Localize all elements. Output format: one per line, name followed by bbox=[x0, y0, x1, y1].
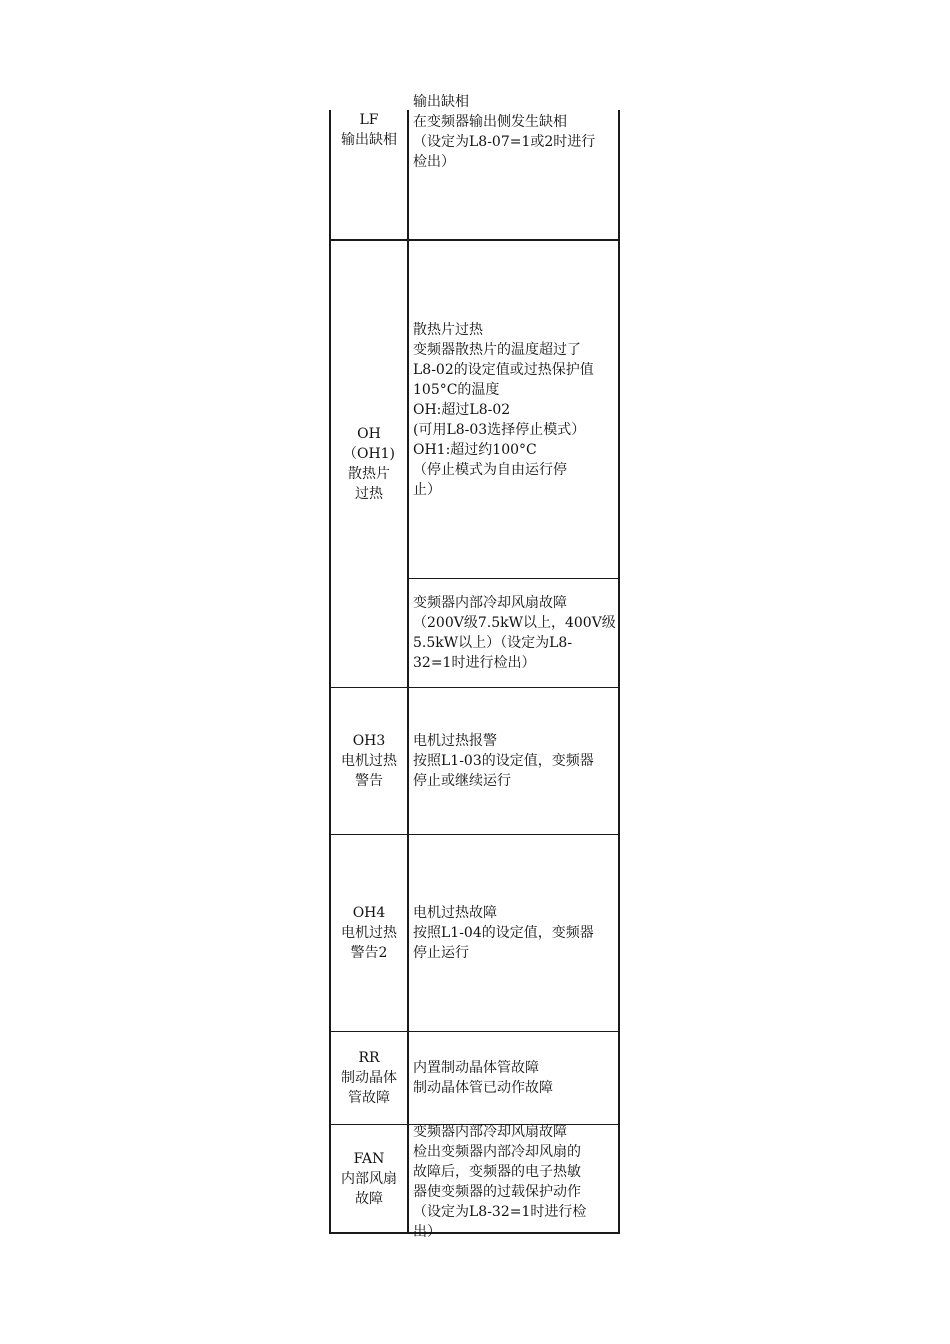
oh-code: OH bbox=[357, 426, 381, 442]
oh-desc-line-7: OH1:超过约100°C bbox=[413, 441, 537, 458]
rr-desc-line-2: 制动晶体管已动作故障 bbox=[413, 1080, 553, 1096]
oh-fan-desc-line-1: 变频器内部冷却风扇故障 bbox=[413, 595, 567, 611]
oh4-name-line-2: 警告2 bbox=[350, 945, 388, 961]
oh-desc-line-1: 散热片过热 bbox=[413, 321, 483, 338]
oh4-name-line-1: 电机过热 bbox=[341, 925, 397, 941]
fan-name-line-2: 故障 bbox=[355, 1190, 383, 1207]
oh3-name-line-2: 警告 bbox=[355, 773, 383, 789]
oh3-name-line-1: 电机过热 bbox=[341, 753, 397, 769]
fan-code-cell bbox=[330, 1125, 408, 1232]
lf-desc-line-3: （设定为L8-07=1或2时进行 bbox=[413, 134, 596, 150]
oh4-desc-line-1: 电机过热故障 bbox=[413, 905, 497, 921]
rr-name-line-1: 制动晶体 bbox=[341, 1070, 397, 1086]
lf-description-cell bbox=[413, 92, 615, 192]
fan-desc-line-5: （设定为L8-32=1时进行检 bbox=[413, 1204, 587, 1220]
lf-desc-line-4: 检出） bbox=[413, 154, 455, 170]
lf-code: LF bbox=[359, 112, 379, 128]
oh-name-line-1: 散热片 bbox=[348, 466, 390, 482]
rr-code: RR bbox=[358, 1050, 380, 1066]
lf-desc-line-1: 输出缺相 bbox=[413, 94, 469, 110]
fan-desc-line-1: 变频器内部冷却风扇故障 bbox=[413, 1124, 567, 1140]
oh-desc-line-8: （停止模式为自由运行停 bbox=[413, 461, 567, 478]
oh-desc-line-3: L8-02的设定值或过热保护值 bbox=[413, 361, 594, 378]
oh-fan-description-cell bbox=[413, 579, 615, 687]
rr-name-line-2: 管故障 bbox=[348, 1090, 390, 1106]
fan-desc-line-6: 出） bbox=[413, 1224, 441, 1238]
rr-description-cell bbox=[413, 1032, 615, 1124]
oh4-code-cell bbox=[330, 835, 408, 1031]
oh-fan-desc-line-4: 32=1时进行检出） bbox=[413, 655, 536, 671]
rr-code-cell bbox=[330, 1032, 408, 1124]
oh3-code-cell bbox=[330, 688, 408, 834]
oh-desc-line-6: (可用L8-03选择停止模式） bbox=[413, 421, 586, 438]
oh-desc-line-4: 105°C的温度 bbox=[413, 381, 500, 398]
oh3-desc-line-1: 电机过热报警 bbox=[413, 733, 497, 749]
oh-desc-line-9: 止） bbox=[413, 481, 441, 498]
lf-desc-line-2: 在变频器输出侧发生缺相 bbox=[413, 114, 567, 130]
oh-code-cell bbox=[330, 241, 408, 687]
oh-fan-desc-line-3: 5.5kW以上）（设定为L8- bbox=[413, 635, 573, 651]
lf-code-cell bbox=[330, 110, 408, 150]
lf-name: 输出缺相 bbox=[341, 132, 397, 148]
fan-desc-line-4: 器使变频器的过载保护动作 bbox=[413, 1184, 581, 1200]
table-right-border bbox=[618, 110, 620, 1234]
oh1-code: （OH1) bbox=[342, 446, 396, 462]
oh4-code: OH4 bbox=[352, 905, 386, 921]
fan-desc-line-2: 检出变频器内部冷却风扇的 bbox=[413, 1144, 581, 1160]
rr-desc-line-1: 内置制动晶体管故障 bbox=[413, 1060, 539, 1076]
oh-fan-desc-line-2: （200V级7.5kW以上，400V级 bbox=[413, 615, 616, 631]
oh-description-cell bbox=[413, 241, 615, 578]
oh-desc-line-5: OH:超过L8-02 bbox=[413, 401, 511, 418]
oh-desc-line-2: 变频器散热片的温度超过了 bbox=[413, 341, 581, 358]
oh4-description-cell bbox=[413, 835, 615, 1031]
oh3-desc-line-2: 按照L1-03的设定值，变频器 bbox=[413, 753, 594, 769]
oh3-desc-line-3: 停止或继续运行 bbox=[413, 773, 511, 789]
fan-code: FAN bbox=[353, 1150, 385, 1167]
oh3-description-cell bbox=[413, 688, 615, 834]
oh4-desc-line-3: 停止运行 bbox=[413, 945, 469, 961]
fan-name-line-1: 内部风扇 bbox=[341, 1170, 397, 1187]
oh3-code: OH3 bbox=[352, 733, 386, 749]
fan-desc-line-3: 故障后，变频器的电子热敏 bbox=[413, 1164, 581, 1180]
oh-name-line-2: 过热 bbox=[355, 486, 383, 502]
oh4-desc-line-2: 按照L1-04的设定值，变频器 bbox=[413, 925, 594, 941]
fan-description-cell bbox=[413, 1122, 615, 1238]
